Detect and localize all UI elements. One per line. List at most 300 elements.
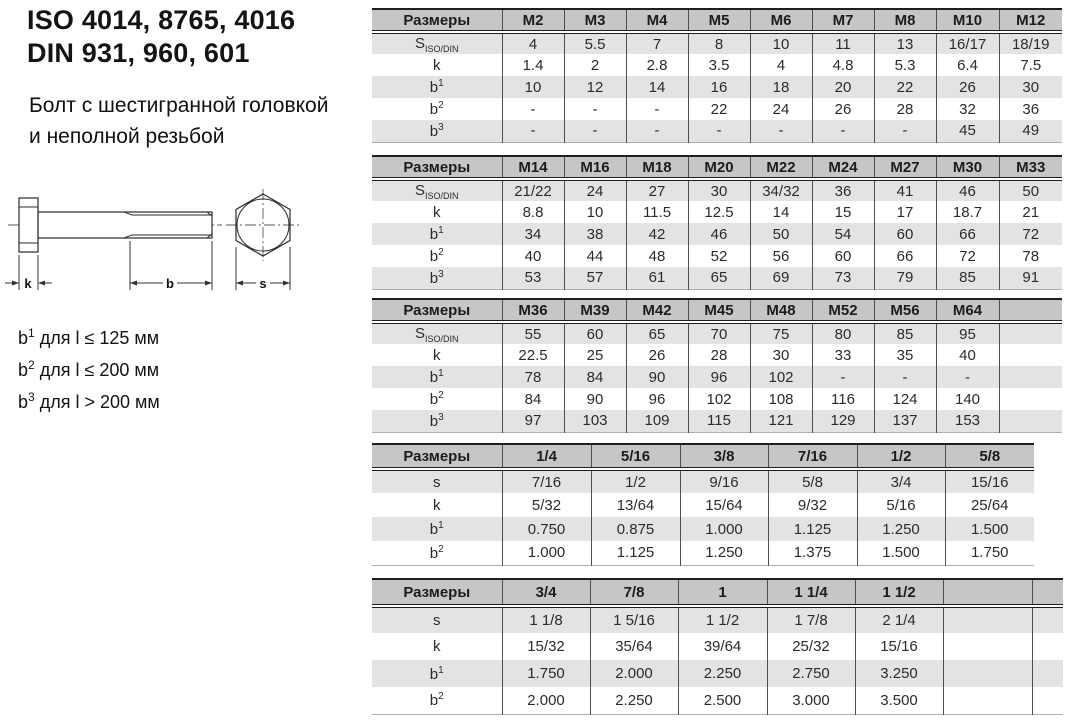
cell: 1.375 bbox=[768, 541, 857, 565]
column-header: M30 bbox=[936, 156, 999, 179]
cell: - bbox=[626, 120, 688, 142]
cell: 1/2 bbox=[591, 469, 680, 493]
cell: 124 bbox=[874, 388, 936, 410]
cell: 15/16 bbox=[855, 633, 943, 660]
cell: 22 bbox=[688, 98, 750, 120]
cell: 70 bbox=[688, 322, 750, 344]
cell: 1.000 bbox=[502, 541, 591, 565]
cell: 109 bbox=[626, 410, 688, 432]
cell: 80 bbox=[812, 322, 874, 344]
cell: 46 bbox=[936, 179, 999, 201]
data-table bbox=[372, 8, 1062, 143]
cell: 12.5 bbox=[688, 201, 750, 223]
column-header: M12 bbox=[999, 9, 1062, 32]
cell: 84 bbox=[564, 366, 626, 388]
cell: 41 bbox=[874, 179, 936, 201]
cell: 10 bbox=[502, 76, 564, 98]
cell: 49 bbox=[999, 120, 1062, 142]
column-header: M48 bbox=[750, 299, 812, 322]
row-label: s bbox=[433, 473, 441, 491]
subtitle-line-1: Болт с шестигранной головкой bbox=[29, 94, 329, 117]
cell: 3.000 bbox=[767, 687, 855, 714]
cell bbox=[1032, 633, 1063, 660]
column-header: 1 1/4 bbox=[767, 579, 855, 606]
cell: 121 bbox=[750, 410, 812, 432]
column-header: M10 bbox=[936, 9, 999, 32]
column-header bbox=[943, 579, 1032, 606]
cell: 7.5 bbox=[999, 54, 1062, 76]
row-label: k bbox=[433, 496, 441, 514]
column-header: 3/4 bbox=[502, 579, 590, 606]
cell: 115 bbox=[688, 410, 750, 432]
cell: 21/22 bbox=[502, 179, 564, 201]
cell: 35/64 bbox=[590, 633, 678, 660]
cell: 57 bbox=[564, 267, 626, 289]
column-header: M6 bbox=[750, 9, 812, 32]
cell: - bbox=[626, 98, 688, 120]
cell: 108 bbox=[750, 388, 812, 410]
row-label: $b^2$ bbox=[429, 390, 444, 408]
cell: 34/32 bbox=[750, 179, 812, 201]
cell: 140 bbox=[936, 388, 999, 410]
table-row bbox=[372, 493, 1034, 517]
cell: - bbox=[936, 366, 999, 388]
dim-label-k: k bbox=[24, 276, 32, 291]
cell: 8.8 bbox=[502, 201, 564, 223]
column-header: M45 bbox=[688, 299, 750, 322]
row-label: k bbox=[433, 56, 441, 74]
cell bbox=[1032, 606, 1063, 633]
row-label: $b^1$ bbox=[429, 664, 444, 683]
column-header: Размеры bbox=[372, 9, 502, 32]
cell: 13 bbox=[874, 32, 936, 54]
table-row bbox=[372, 633, 1063, 660]
cell: 102 bbox=[750, 366, 812, 388]
data-table bbox=[372, 298, 1062, 433]
cell: 102 bbox=[688, 388, 750, 410]
table-row bbox=[372, 606, 1063, 633]
header-row bbox=[372, 156, 1062, 179]
row-label: $S_{ISO/DIN}$ bbox=[414, 34, 459, 54]
cell: 2.8 bbox=[626, 54, 688, 76]
column-header: M42 bbox=[626, 299, 688, 322]
column-header: 1 1/2 bbox=[855, 579, 943, 606]
table-row bbox=[372, 344, 1062, 366]
cell: 55 bbox=[502, 322, 564, 344]
page-subtitle bbox=[29, 90, 328, 152]
cell: 2.250 bbox=[590, 687, 678, 714]
cell: - bbox=[812, 120, 874, 142]
cell: 3.500 bbox=[855, 687, 943, 714]
column-header: 1/2 bbox=[857, 444, 945, 469]
cell bbox=[943, 660, 1032, 687]
cell bbox=[943, 606, 1032, 633]
column-header: 1 bbox=[678, 579, 767, 606]
cell: 96 bbox=[626, 388, 688, 410]
cell: 39/64 bbox=[678, 633, 767, 660]
cell bbox=[1032, 687, 1063, 714]
cell: 5/32 bbox=[502, 493, 591, 517]
cell: 22 bbox=[874, 76, 936, 98]
cell: 1.250 bbox=[680, 541, 768, 565]
bolt-hex-view bbox=[226, 189, 300, 261]
cell: 15 bbox=[812, 201, 874, 223]
row-label: $b^3$ bbox=[429, 411, 444, 430]
cell: 10 bbox=[750, 32, 812, 54]
cell: 28 bbox=[688, 344, 750, 366]
column-header: M14 bbox=[502, 156, 564, 179]
cell: 25 bbox=[564, 344, 626, 366]
table-row bbox=[372, 410, 1062, 432]
column-header: 5/8 bbox=[945, 444, 1034, 469]
cell: 18/19 bbox=[999, 32, 1062, 54]
cell: 0.875 bbox=[591, 517, 680, 541]
cell: 14 bbox=[750, 201, 812, 223]
cell: - bbox=[874, 366, 936, 388]
row-label: $S_{ISO/DIN}$ bbox=[414, 324, 459, 344]
table-row bbox=[372, 469, 1034, 493]
cell: 26 bbox=[626, 344, 688, 366]
cell: 44 bbox=[564, 245, 626, 267]
cell: - bbox=[750, 120, 812, 142]
cell: 16 bbox=[688, 76, 750, 98]
column-header: M64 bbox=[936, 299, 999, 322]
cell: 85 bbox=[874, 322, 936, 344]
cell: 52 bbox=[688, 245, 750, 267]
cell: - bbox=[564, 120, 626, 142]
cell: 7 bbox=[626, 32, 688, 54]
table-row bbox=[372, 517, 1034, 541]
cell: 56 bbox=[750, 245, 812, 267]
cell: 1.4 bbox=[502, 54, 564, 76]
row-label: $b^1$ bbox=[429, 225, 444, 243]
cell: 46 bbox=[688, 223, 750, 245]
cell: 1.125 bbox=[591, 541, 680, 565]
cell: 137 bbox=[874, 410, 936, 432]
cell: 28 bbox=[874, 98, 936, 120]
row-label: $S_{ISO/DIN}$ bbox=[414, 181, 459, 201]
cell: 60 bbox=[564, 322, 626, 344]
cell: - bbox=[874, 120, 936, 142]
header-row bbox=[372, 299, 1062, 322]
column-header: M22 bbox=[750, 156, 812, 179]
row-label: k bbox=[433, 346, 441, 364]
table-row bbox=[372, 541, 1034, 565]
column-header: Размеры bbox=[372, 299, 502, 322]
cell: 24 bbox=[564, 179, 626, 201]
column-header: M56 bbox=[874, 299, 936, 322]
table-m36-m64 bbox=[372, 298, 1062, 433]
cell: 7/16 bbox=[502, 469, 591, 493]
cell: 50 bbox=[750, 223, 812, 245]
cell: 30 bbox=[750, 344, 812, 366]
cell: 15/32 bbox=[502, 633, 590, 660]
cell: 33 bbox=[812, 344, 874, 366]
column-header: M5 bbox=[688, 9, 750, 32]
header-row bbox=[372, 9, 1062, 32]
table-row bbox=[372, 54, 1062, 76]
cell: 35 bbox=[874, 344, 936, 366]
column-header: 5/16 bbox=[591, 444, 680, 469]
cell: 0.750 bbox=[502, 517, 591, 541]
table-row bbox=[372, 32, 1062, 54]
cell: 1.250 bbox=[857, 517, 945, 541]
column-header: M2 bbox=[502, 9, 564, 32]
cell: 1.500 bbox=[857, 541, 945, 565]
cell bbox=[999, 388, 1062, 410]
cell: 78 bbox=[999, 245, 1062, 267]
cell: 15/16 bbox=[945, 469, 1034, 493]
dimension-k bbox=[5, 255, 52, 291]
cell: 73 bbox=[812, 267, 874, 289]
cell: 1 5/16 bbox=[590, 606, 678, 633]
cell: 54 bbox=[812, 223, 874, 245]
cell: 5.3 bbox=[874, 54, 936, 76]
cell: 1.750 bbox=[502, 660, 590, 687]
cell: 15/64 bbox=[680, 493, 768, 517]
cell: 34 bbox=[502, 223, 564, 245]
table-row bbox=[372, 322, 1062, 344]
cell: 40 bbox=[936, 344, 999, 366]
cell: 10 bbox=[564, 201, 626, 223]
cell: 2.000 bbox=[590, 660, 678, 687]
footnotes bbox=[18, 320, 160, 416]
cell: 18.7 bbox=[936, 201, 999, 223]
row-label: $b^1$ bbox=[429, 78, 444, 96]
cell: 40 bbox=[502, 245, 564, 267]
cell: 26 bbox=[936, 76, 999, 98]
header-row bbox=[372, 444, 1034, 469]
cell: 12 bbox=[564, 76, 626, 98]
data-table bbox=[372, 155, 1062, 290]
cell: 90 bbox=[564, 388, 626, 410]
bolt-drawing bbox=[0, 185, 310, 305]
cell: 50 bbox=[999, 179, 1062, 201]
row-label: $b^1$ bbox=[429, 520, 444, 538]
table-row bbox=[372, 388, 1062, 410]
column-header: Размеры bbox=[372, 444, 502, 469]
cell: 21 bbox=[999, 201, 1062, 223]
cell: 129 bbox=[812, 410, 874, 432]
note-b3: $b^3$ для l > 200 мм bbox=[18, 390, 160, 412]
cell: 22.5 bbox=[502, 344, 564, 366]
cell: 45 bbox=[936, 120, 999, 142]
table-row bbox=[372, 660, 1063, 687]
cell: 2 bbox=[564, 54, 626, 76]
cell: 65 bbox=[626, 322, 688, 344]
cell bbox=[999, 366, 1062, 388]
cell: 20 bbox=[812, 76, 874, 98]
cell: 4 bbox=[750, 54, 812, 76]
table-m14-m33 bbox=[372, 155, 1062, 290]
column-header: M36 bbox=[502, 299, 564, 322]
cell: 11 bbox=[812, 32, 874, 54]
cell bbox=[1032, 660, 1063, 687]
dim-label-b: b bbox=[166, 276, 174, 291]
cell: 91 bbox=[999, 267, 1062, 289]
cell: 84 bbox=[502, 388, 564, 410]
column-header: 3/8 bbox=[680, 444, 768, 469]
cell: 69 bbox=[750, 267, 812, 289]
bolt-side-view bbox=[8, 198, 222, 252]
cell: 2 1/4 bbox=[855, 606, 943, 633]
cell: 1 7/8 bbox=[767, 606, 855, 633]
column-header: Размеры bbox=[372, 579, 502, 606]
cell: 61 bbox=[626, 267, 688, 289]
row-label: k bbox=[433, 203, 441, 221]
cell: 30 bbox=[688, 179, 750, 201]
cell: 4.8 bbox=[812, 54, 874, 76]
cell: 95 bbox=[936, 322, 999, 344]
cell: 3.5 bbox=[688, 54, 750, 76]
cell: 16/17 bbox=[936, 32, 999, 54]
cell: 65 bbox=[688, 267, 750, 289]
cell: 66 bbox=[874, 245, 936, 267]
cell: 66 bbox=[936, 223, 999, 245]
column-header: M16 bbox=[564, 156, 626, 179]
column-header: 7/8 bbox=[590, 579, 678, 606]
cell bbox=[999, 322, 1062, 344]
cell: 72 bbox=[936, 245, 999, 267]
cell: 9/16 bbox=[680, 469, 768, 493]
cell bbox=[943, 633, 1032, 660]
cell bbox=[943, 687, 1032, 714]
table-row bbox=[372, 120, 1062, 142]
cell: 1.750 bbox=[945, 541, 1034, 565]
column-header: M4 bbox=[626, 9, 688, 32]
cell: - bbox=[688, 120, 750, 142]
row-label: $b^2$ bbox=[429, 543, 444, 562]
cell: 32 bbox=[936, 98, 999, 120]
cell: 3.250 bbox=[855, 660, 943, 687]
cell: 53 bbox=[502, 267, 564, 289]
column-header: 1/4 bbox=[502, 444, 591, 469]
cell: 2.750 bbox=[767, 660, 855, 687]
table-m2-m12 bbox=[372, 8, 1062, 143]
table-row bbox=[372, 201, 1062, 223]
cell: 27 bbox=[626, 179, 688, 201]
cell: 72 bbox=[999, 223, 1062, 245]
cell: 1 1/8 bbox=[502, 606, 590, 633]
table-row bbox=[372, 267, 1062, 289]
cell: 9/32 bbox=[768, 493, 857, 517]
cell: 5/16 bbox=[857, 493, 945, 517]
cell: 8 bbox=[688, 32, 750, 54]
cell: 18 bbox=[750, 76, 812, 98]
cell bbox=[999, 410, 1062, 432]
data-table bbox=[372, 443, 1034, 566]
cell: 1.000 bbox=[680, 517, 768, 541]
cell: 25/32 bbox=[767, 633, 855, 660]
cell: 24 bbox=[750, 98, 812, 120]
cell: 96 bbox=[688, 366, 750, 388]
cell: 116 bbox=[812, 388, 874, 410]
cell: 48 bbox=[626, 245, 688, 267]
cell: 5.5 bbox=[564, 32, 626, 54]
cell bbox=[999, 344, 1062, 366]
cell: 90 bbox=[626, 366, 688, 388]
column-header: M52 bbox=[812, 299, 874, 322]
table-row bbox=[372, 98, 1062, 120]
row-label: $b^2$ bbox=[429, 691, 444, 710]
cell: 2.000 bbox=[502, 687, 590, 714]
title-din: DIN 931, 960, 601 bbox=[27, 38, 250, 68]
cell: 5/8 bbox=[768, 469, 857, 493]
row-label: $b^3$ bbox=[429, 268, 444, 287]
table-row bbox=[372, 687, 1063, 714]
table-inch-large bbox=[372, 578, 1063, 715]
cell: 25/64 bbox=[945, 493, 1034, 517]
row-label: $b^3$ bbox=[429, 121, 444, 140]
cell: 60 bbox=[874, 223, 936, 245]
cell: 60 bbox=[812, 245, 874, 267]
column-header: M24 bbox=[812, 156, 874, 179]
column-header: M8 bbox=[874, 9, 936, 32]
header-row bbox=[372, 579, 1063, 606]
cell: 2.500 bbox=[678, 687, 767, 714]
column-header: M39 bbox=[564, 299, 626, 322]
cell: 36 bbox=[812, 179, 874, 201]
dim-label-s: s bbox=[259, 276, 267, 291]
cell: 17 bbox=[874, 201, 936, 223]
column-header: M33 bbox=[999, 156, 1062, 179]
note-b1: $b^1$ для l ≤ 125 мм bbox=[18, 326, 160, 348]
table-row bbox=[372, 366, 1062, 388]
row-label: s bbox=[433, 612, 441, 629]
cell: 13/64 bbox=[591, 493, 680, 517]
column-header: M27 bbox=[874, 156, 936, 179]
cell: 30 bbox=[999, 76, 1062, 98]
column-header: M20 bbox=[688, 156, 750, 179]
column-header: M18 bbox=[626, 156, 688, 179]
cell: - bbox=[812, 366, 874, 388]
cell: 103 bbox=[564, 410, 626, 432]
cell: 153 bbox=[936, 410, 999, 432]
cell: 79 bbox=[874, 267, 936, 289]
cell: 36 bbox=[999, 98, 1062, 120]
table-row bbox=[372, 76, 1062, 98]
table-inch-small bbox=[372, 443, 1034, 566]
cell: 42 bbox=[626, 223, 688, 245]
cell: 1.125 bbox=[768, 517, 857, 541]
cell: 1.500 bbox=[945, 517, 1034, 541]
title-iso: ISO 4014, 8765, 4016 bbox=[27, 5, 296, 35]
cell: 11.5 bbox=[626, 201, 688, 223]
cell: 97 bbox=[502, 410, 564, 432]
column-header: Размеры bbox=[372, 156, 502, 179]
cell: 75 bbox=[750, 322, 812, 344]
cell: 3/4 bbox=[857, 469, 945, 493]
row-label: $b^1$ bbox=[429, 368, 444, 386]
table-row bbox=[372, 245, 1062, 267]
cell: 1 1/2 bbox=[678, 606, 767, 633]
dimension-b bbox=[130, 241, 212, 291]
column-header: 7/16 bbox=[768, 444, 857, 469]
subtitle-line-2: и неполной резьбой bbox=[29, 125, 225, 148]
column-header bbox=[1032, 579, 1063, 606]
cell: 2.250 bbox=[678, 660, 767, 687]
cell: 4 bbox=[502, 32, 564, 54]
row-label: k bbox=[433, 638, 441, 655]
cell: 14 bbox=[626, 76, 688, 98]
row-label: $b^2$ bbox=[429, 247, 444, 265]
row-label: $b^2$ bbox=[429, 100, 444, 118]
cell: - bbox=[564, 98, 626, 120]
table-row bbox=[372, 179, 1062, 201]
cell: - bbox=[502, 120, 564, 142]
cell: 26 bbox=[812, 98, 874, 120]
page-title bbox=[27, 4, 295, 70]
